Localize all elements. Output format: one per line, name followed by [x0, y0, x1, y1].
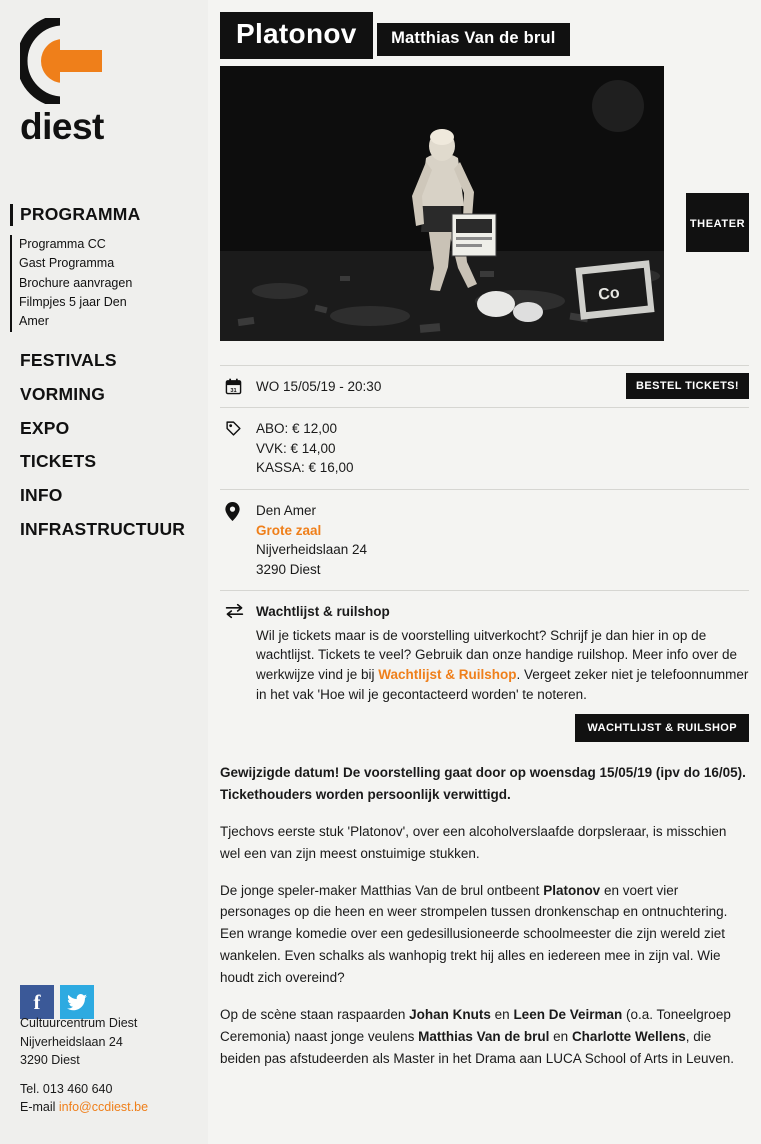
cc-logo-icon — [20, 18, 120, 104]
p3-part-a: Op de scène staan raspaarden — [220, 1006, 410, 1022]
calendar-icon — [220, 377, 256, 395]
p3-part-e: (o.a. Toneelgroep Ceremonia) naast jonge veulens — [220, 1006, 731, 1044]
info-row-location — [220, 489, 749, 590]
pin-icon — [220, 501, 256, 521]
p3-actor-1: Johan Knuts — [409, 1006, 491, 1022]
production-photo — [220, 66, 664, 341]
page-title: Platonov — [220, 12, 373, 59]
footer-city: 3290 Diest — [20, 1052, 80, 1067]
sidebar-item-tickets[interactable]: TICKETS — [20, 451, 97, 472]
venue-name: Den Amer — [256, 503, 317, 519]
footer-tel: Tel. 013 460 640 — [20, 1081, 113, 1096]
genre-badge: THEATER — [686, 193, 749, 252]
notice-paragraph: Gewijzigde datum! De voorstelling gaat door op woensdag 15/05/19 (ipv do 16/05). Tickethouders worden persoonlijk verwittigd. — [220, 765, 746, 802]
waitlist-block — [256, 602, 749, 704]
p2-part-a: De jonge speler-maker Matthias Van de brul ontbeent — [220, 882, 544, 898]
logo-wordmark: diest — [20, 106, 104, 147]
waitlist-button-row — [220, 714, 749, 742]
description — [220, 762, 749, 1069]
sidebar-item-expo[interactable]: EXPO — [20, 417, 70, 438]
p3-part-g: en — [549, 1028, 572, 1044]
sidebar-subitem-amer[interactable]: Amer — [19, 314, 49, 329]
sidebar-subitem-gast-programma[interactable]: Gast Programma — [19, 256, 115, 271]
facebook-icon[interactable]: f — [20, 985, 54, 1019]
p2-title-emphasis: Platonov — [543, 882, 601, 898]
sidebar-item-infrastructuur[interactable]: INFRASTRUCTUUR — [20, 519, 186, 540]
page-subtitle: Matthias Van de brul — [377, 23, 569, 56]
svg-text:31: 31 — [230, 387, 237, 394]
location-block — [256, 501, 749, 579]
sidebar-subitem-brochure-aanvragen[interactable]: Brochure aanvragen — [19, 275, 133, 290]
info-row-prices — [220, 407, 749, 489]
waitlist-text-part1: Wil je tickets maar is de voorstelling uitverkocht? Schrijf je dan hier in op de wachtlijst. Tickets te veel? Gebruik dan onze handige ruilshop. Meer info over de werkwijze vind je bij — [256, 627, 738, 682]
p3-part-c: en — [490, 1006, 514, 1022]
main-content — [208, 0, 761, 1144]
price-list — [256, 419, 749, 478]
waitlist-text-part2: . Vergeet zeker niet je telefoonnummer in het vak 'Hoe wil je gecontacteerd worden' te noteren. — [256, 666, 749, 702]
p3-actor-2: Leen De Veirman — [513, 1006, 623, 1022]
twitter-bird-icon — [67, 994, 87, 1011]
waitlist-title: Wachtlijst & ruilshop — [256, 604, 390, 620]
paragraph-1: Tjechovs eerste stuk 'Platonov', over een alcoholverslaafde dorpsleraar, is misschien wel een van zijn meest onstuimige stukken. — [220, 823, 727, 861]
p3-actor-4: Charlotte Wellens — [571, 1028, 686, 1044]
primary-nav — [20, 204, 192, 541]
hero-image — [220, 66, 664, 341]
programma-subnav — [10, 235, 192, 332]
footer-org: Cultuurcentrum Diest — [20, 1016, 138, 1031]
price-tag-glyph — [225, 420, 242, 437]
venue-street: Nijverheidslaan 24 — [256, 542, 368, 558]
p3-part-i: , die beiden pas afstudeerden als Master in het Drama aan LUCA School of Arts in Leuven. — [220, 1028, 735, 1066]
sidebar — [0, 0, 208, 1144]
footer-email-line — [20, 1098, 148, 1116]
p3-actor-3: Matthias Van de brul — [418, 1028, 550, 1044]
sidebar-item-programma[interactable]: PROGRAMMA — [10, 204, 192, 226]
price-kassa: KASSA: € 16,00 — [256, 460, 354, 476]
site-logo[interactable] — [20, 18, 120, 150]
footer-email-label: E-mail — [20, 1099, 56, 1114]
map-pin-glyph — [225, 502, 240, 521]
sidebar-item-info[interactable]: INFO — [20, 485, 63, 506]
sidebar-item-vorming[interactable]: VORMING — [20, 383, 106, 404]
footer-email-link[interactable]: info@ccdiest.be — [58, 1099, 149, 1114]
venue-room: Grote zaal — [256, 522, 322, 538]
hero-wrap — [220, 66, 749, 341]
calendar-glyph — [225, 378, 242, 395]
sidebar-subitem-programma-cc[interactable]: Programma CC — [19, 236, 106, 251]
sidebar-subitem-filmpjes[interactable]: Filmpjes 5 jaar Den — [19, 295, 127, 309]
info-row-waitlist — [220, 590, 749, 715]
venue-city: 3290 Diest — [256, 561, 321, 577]
paragraph-2 — [220, 880, 749, 989]
swap-arrows-glyph — [225, 603, 244, 619]
event-date: WO 15/05/19 - 20:30 — [256, 378, 382, 394]
waitlist-inline-link[interactable]: Wachtlijst & Ruilshop — [378, 666, 517, 682]
waitlist-text — [256, 626, 749, 704]
svg-text:Co: Co — [597, 284, 621, 304]
title-block — [220, 12, 749, 59]
p2-part-c: en voert vier personages op die heen en weer strompelen tussen dronkenschap en ontnuchtering. Een wrange komedie over een gedesillusioneerde schoolmeester die zijn wereld ziet wankelen. Even schalks als wanhopig trekt hij alles en iedereen mee in zijn val. Wie houdt zich overeind? — [220, 882, 728, 985]
paragraph-3 — [220, 1004, 749, 1070]
price-vvk: VVK: € 14,00 — [256, 440, 336, 456]
waitlist-button[interactable]: WACHTLIJST & RUILSHOP — [575, 714, 749, 742]
tag-icon — [220, 419, 256, 437]
price-abo: ABO: € 12,00 — [256, 421, 338, 437]
event-info — [220, 365, 749, 742]
footer-contact — [20, 1014, 148, 1116]
info-row-date — [220, 365, 749, 408]
exchange-icon — [220, 602, 256, 619]
footer-street: Nijverheidslaan 24 — [20, 1034, 123, 1049]
order-tickets-button[interactable]: BESTEL TICKETS! — [626, 373, 749, 399]
sidebar-item-festivals[interactable]: FESTIVALS — [20, 349, 117, 370]
